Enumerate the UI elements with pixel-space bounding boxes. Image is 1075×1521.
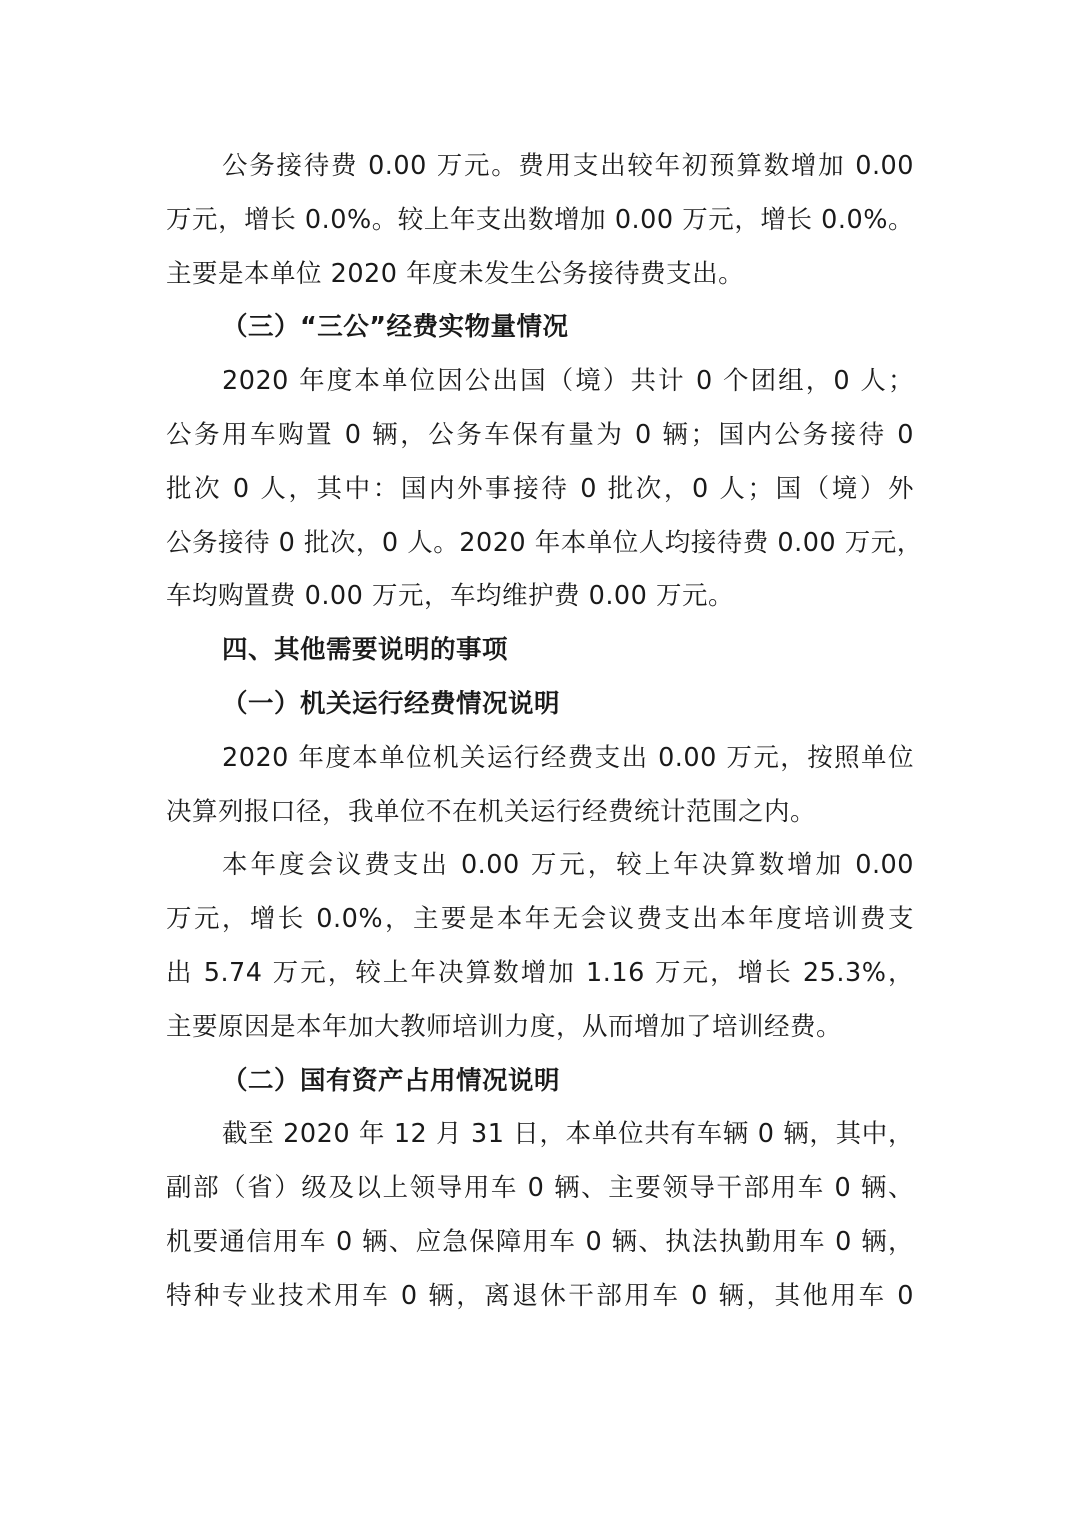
text-line: 出 5.74 万元，较上年决算数增加 1.16 万元，增长 25.3%， — [166, 957, 914, 988]
text-line: 主要是本单位 2020 年度未发生公务接待费支出。 — [166, 258, 745, 289]
text-line: 决算列报口径，我单位不在机关运行经费统计范围之内。 — [166, 796, 817, 827]
paragraph-operating-expenses — [166, 732, 914, 840]
text-line: 机要通信用车 0 辆、应急保障用车 0 辆、执法执勤用车 0 辆， — [166, 1226, 914, 1257]
text-line: 主要原因是本年加大教师培训力度，从而增加了培训经费。 — [166, 1011, 843, 1042]
text-line: 本年度会议费支出 0.00 万元，较上年决算数增加 0.00 — [222, 850, 914, 881]
text-line: 2020 年度本单位机关运行经费支出 0.00 万元，按照单位 — [222, 742, 914, 773]
paragraph-meeting-training-expenses — [166, 839, 914, 1054]
text-line: 截至 2020 年 12 月 31 日，本单位共有车辆 0 辆，其中， — [222, 1119, 914, 1150]
paragraph-reception-expense — [166, 140, 914, 301]
paragraph-quantity-details — [166, 355, 923, 624]
text-line: 批次 0 人，其中：国内外事接待 0 批次，0 人；国（境）外 — [166, 473, 914, 504]
section-heading-operating-expenses: （一）机关运行经费情况说明 — [222, 688, 561, 719]
document-page — [166, 140, 923, 1324]
text-line: 车均购置费 0.00 万元，车均维护费 0.00 万元。 — [166, 581, 734, 612]
text-line: 2020 年度本单位因公出国（境）共计 0 个团组，0 人； — [222, 366, 914, 397]
text-line: 副部（省）级及以上领导用车 0 辆、主要领导干部用车 0 辆、 — [166, 1173, 914, 1204]
text-line: 公务接待 0 批次，0 人。2020 年本单位人均接待费 0.00 万元， — [166, 527, 923, 558]
text-line: 公务用车购置 0 辆，公务车保有量为 0 辆；国内公务接待 0 — [166, 419, 914, 450]
section-heading-state-assets: （二）国有资产占用情况说明 — [222, 1065, 561, 1096]
paragraph-vehicle-assets — [166, 1108, 914, 1323]
section-heading-three-public-quantity: （三）“三公”经费实物量情况 — [222, 312, 569, 343]
text-line: 万元，增长 0.0%。较上年支出数增加 0.00 万元，增长 0.0%。 — [166, 204, 914, 235]
text-line: 万元，增长 0.0%，主要是本年无会议费支出本年度培训费支 — [166, 904, 914, 935]
section-heading-other-matters: 四、其他需要说明的事项 — [222, 635, 509, 666]
text-line: 特种专业技术用车 0 辆，离退休干部用车 0 辆，其他用车 0 — [166, 1280, 914, 1311]
text-line: 公务接待费 0.00 万元。费用支出较年初预算数增加 0.00 — [222, 151, 914, 181]
